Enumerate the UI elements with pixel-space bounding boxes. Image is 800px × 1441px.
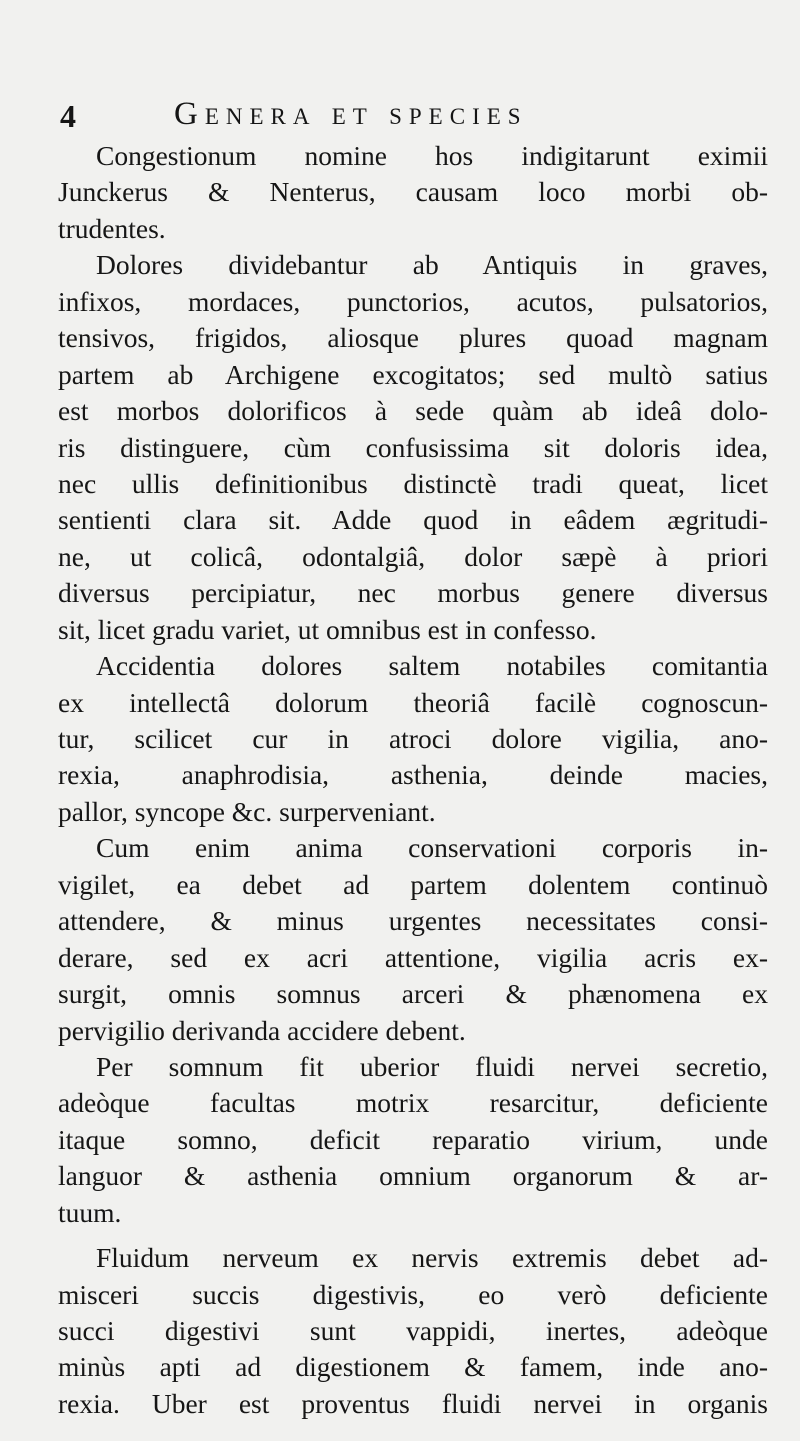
text-line: trudentes. [58, 212, 166, 244]
text-line: tuum. [58, 1196, 122, 1228]
text-line: languor & asthenia omnium organorum & ar- [58, 1160, 768, 1192]
text-line: attendere, & minus urgentes necessitates consi- [58, 905, 768, 937]
text-line: vigilet, ea debet ad partem dolentem continuò [58, 868, 768, 900]
text-line: infixos, mordaces, punctorios, acutos, pulsatorios, [58, 285, 768, 317]
text-line: Per somnum fit uberior fluidi nervei secretio, [96, 1050, 768, 1082]
text-line: sentienti clara sit. Adde quod in eâdem ægritudi- [58, 504, 768, 536]
text-line: surgit, omnis somnus arceri & phænomena ex [58, 978, 768, 1010]
text-line: diversus percipiatur, nec morbus genere diversus [58, 577, 768, 609]
text-line: ne, ut colicâ, odontalgiâ, dolor sæpè à priori [58, 540, 768, 572]
text-line: pallor, syncope &c. surperveniant. [58, 795, 436, 827]
text-line: tur, scilicet cur in atroci dolore vigilia, ano- [58, 723, 768, 754]
body-text [58, 138, 768, 1422]
text-line: rexia. Uber est proventus fluidi nervei in organis [58, 1387, 768, 1419]
page-number: 4 [60, 98, 76, 134]
text-line: ris distinguere, cùm confusissima sit doloris idea, [58, 431, 768, 463]
text-line: sit, licet gradu variet, ut omnibus est in confesso. [58, 613, 597, 645]
text-line: Fluidum nerveum ex nervis extremis debet ad- [96, 1242, 768, 1274]
text-line: pervigilio derivanda accidere debent. [58, 1014, 466, 1046]
text-line: minùs apti ad digestionem & famem, inde ano- [58, 1351, 768, 1383]
text-line: Cum enim anima conservationi corporis in- [96, 832, 768, 864]
text-line: nec ullis definitionibus distinctè tradi queat, licet [58, 467, 768, 499]
text-line: itaque somno, deficit reparatio virium, unde [58, 1123, 768, 1155]
text-line: rexia, anaphrodisia, asthenia, deinde macies, [58, 759, 768, 791]
text-line: adeòque facultas motrix resarcitur, deficiente [58, 1087, 768, 1119]
text-line: misceri succis digestivis, eo verò deficiente [58, 1278, 768, 1310]
text-line: ex intellectâ dolorum theoriâ facilè cognoscun- [58, 686, 768, 718]
text-line: partem ab Archigene excogitatos; sed multò satius [58, 358, 768, 390]
text-line: succi digestivi sunt vappidi, inertes, adeòque [58, 1315, 768, 1346]
text-line: tensivos, frigidos, aliosque plures quoad magnam [58, 322, 768, 354]
text-line: Junckerus & Nenterus, causam loco morbi ob- [58, 176, 768, 208]
text-line: Congestionum nomine hos indigitarunt eximii [96, 140, 768, 171]
text-line: derare, sed ex acri attentione, vigilia acris ex- [58, 941, 768, 973]
text-line: Dolores dividebantur ab Antiquis in graves, [96, 249, 768, 281]
text-line: Accidentia dolores saltem notabiles comitantia [96, 650, 768, 682]
running-title: Genera et species [174, 96, 528, 132]
text-line: est morbos dolorificos à sede quàm ab ideâ dolo- [58, 395, 768, 427]
